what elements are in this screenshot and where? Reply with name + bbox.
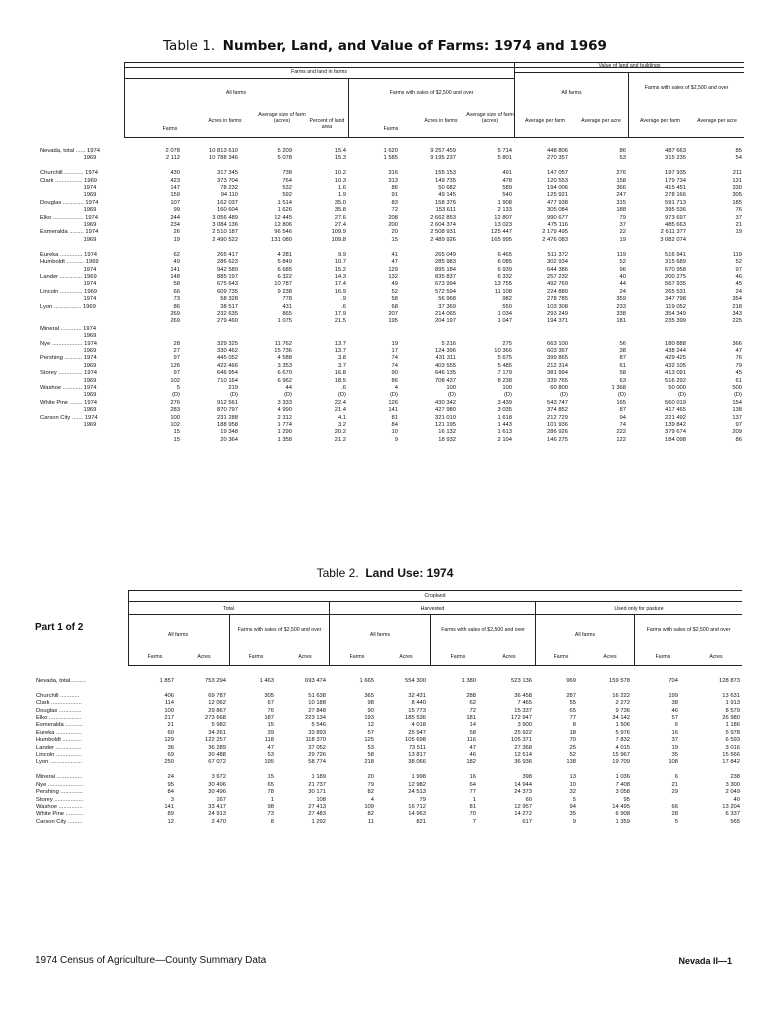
t2-data-11: 704 199 38 46 57 6 16 37 19 35 108 6 21 29 66 28 5	[668, 678, 678, 825]
t2-sub-farms-5: Farms	[553, 654, 569, 660]
t2-data-8: 523 136 36 458 7 465 15 337 172 947 3 900 25 922 105 371 27 368 12 514 36 936 398 14 944 24 373 60 12 957 14 272 617	[511, 678, 532, 825]
t1-v1	[348, 78, 349, 138]
t1-col-farms2: Farms	[383, 126, 399, 132]
t1-rule-a	[124, 78, 514, 79]
t2-v3	[229, 614, 230, 666]
t1-hdr-val-all: All farms	[561, 90, 582, 96]
t2-hdr-sales-1: Farms with sales of $2,500 and over	[237, 627, 322, 633]
t1-data-farms2: 1 620 1 585 316 313 86 91 83 72 208 200 20 15 41 47 129 132 49 52 58 68 207 195 19 17 74 74 90 86 4 (D) 126 141 81 84 10 9	[383, 148, 398, 443]
t2-hdr-harvested: Harvested	[420, 606, 445, 612]
t2-sub-acres-5: Acres	[603, 654, 617, 660]
t2-hdr-cropland: Cropland	[424, 593, 446, 599]
t2-hdr-total: Total	[223, 606, 234, 612]
t1-col-percent: Percent of land area	[309, 118, 345, 130]
t1-v3	[628, 72, 629, 138]
t1-col-acres2: Acres in farms	[424, 118, 458, 124]
t2-sub-acres-6: Acres	[709, 654, 723, 660]
t1-hdr-value: Value of land and buildings	[598, 63, 661, 69]
t1-col-avg-size2: Average size of farm (acres)	[466, 112, 514, 124]
t2-sub-acres-2: Acres	[298, 654, 312, 660]
t1-data-avg-acre2: 85 54 211 131 330 305 185 76 37 21 19 119 52 97 46 45 24 354 218 343 225 366 47 76 79 45 61 500 (D) 154 138 137 97 209 86	[732, 148, 742, 443]
t2-data-6: 554 300 32 431 8 440 15 773 185 536 4 018 25 947 105 698 73 511 13 817 38 066 1 998 12 982 24 513 79 16 712 14 963 821	[405, 678, 426, 825]
t2-rule-bottom	[128, 665, 742, 666]
t1-col-avg-acre: Average per acre	[581, 118, 621, 124]
t1-data-acres2: 9 257 459 9 195 237 155 153 149 735 50 682 49 145 158 376 153 611 2 662 853 2 604 374 2 508 931 2 489 926 265 049 285 983 895 184 835 837 673 994 572 594 56 968 37 369 214 065 204 197 5 216 124 396 431 311 403 555 646 135 708 437 100 (D) 430 342 427 980 321 010 121 195 16 132 18 932	[430, 148, 456, 443]
t1-data-avg-size2: 5 714 5 801 491 478 589 540 1 908 2 133 12 807 13 023 125 447 165 995 6 465 6 085 6 939 6 332 13 755 11 108 982 550 1 034 1 047 275 10 366 5 675 5 485 7 179 8 238 100 (D) 3 439 3 035 1 618 1 443 1 613 2 104	[491, 148, 512, 443]
t2-hdr-all-1: All farms	[167, 632, 189, 638]
t1-row-labels: Nevada, total ...... 1974 1969 Churchill ............ 1974 Clark ................. 1969 1974 1969 Douglas ............. 1974 1969 Elko ................... 1974 1969 Esmeralda ......... 1974 1969 Eureka .............. 1974 Humboldt ........... 1969 1974 Lander .............. 1969 1974 Lincoln .............. 1969 1974 Lyon ................. 1969 Mineral ............. 1974 1969 Nye ................... 1974 1969 Pershing ........... 1974 1969 Storey ............... 1974 1969 Washoe ............ 1974 1969 White Pine ........ 1974 1969 Carson City ....... 1974 1969	[40, 148, 100, 429]
t2-hdr-pasture: Used only for pasture	[614, 606, 664, 612]
t2-data-7: 1 380 288 62 72 181 14 58 116 47 46 182 16 64 77 1 81 70 7	[461, 678, 476, 825]
t2-rule-cropland	[128, 601, 742, 602]
t1-col-avg-size: Average size of farm (acres)	[258, 112, 306, 124]
t1-rule-b	[515, 72, 744, 73]
t1-rule-bottom	[124, 137, 744, 138]
t1-col-avg-acre2: Average per acre	[697, 118, 737, 124]
part-label: Part 1 of 2	[35, 622, 84, 633]
t2-sub-farms-2: Farms	[248, 654, 264, 660]
t1-hdr-val-sales: Farms with sales of $2,500 and over	[644, 85, 729, 91]
table1-title	[0, 38, 770, 54]
t2-data-9: 969 287 55 65 77 8 18 70 25 52 138 13 10 32 5 94 35 9	[566, 678, 576, 825]
t2-data-2: 753 294 69 787 12 062 29 867 273 668 5 982 34 261 122 257 36 289 30 488 67 072 3 672 30 496 30 496 167 33 417 24 913 2 470	[205, 678, 226, 825]
t1-v2	[514, 62, 515, 138]
t1-data-farms: 2 078 2 112 430 423 147 159 107 99 244 234 26 19 62 49 141 148 58 66 73 86 269 269 28 27 97 126 97 102 5 (D) 276 283 100 102 15 15	[165, 148, 180, 443]
t1-col-avg-farm: Average per farm	[525, 118, 565, 124]
t1-data-avg-farm: 448 806 270 357 147 057 120 553 194 006 125 921 477 938 305 084 990 677 475 116 2 179 495 2 476 083 511 372 302 934 644 386 257 232 492 769 224 880 278 785 103 308 293 249 194 371 663 100 603 367 399 865 212 314 381 994 339 765 60 800 (D) 543 747 374 852 212 729 101 936 286 926 146 275	[542, 148, 568, 443]
footer-title: 1974 Census of Agriculture—County Summary Data	[35, 955, 267, 966]
t2-sub-farms-1: Farms	[147, 654, 163, 660]
t2-data-3: 1 463 305 67 76 187 15 39 118 47 53 195 15 65 78 1 98 73 8	[259, 678, 274, 825]
t2-row-labels: Nevada, total.......... Churchill ............ Clark ................... Douglas .............. Elko .................... Esmeralda ........... Eureka ................ Humboldt ............ Lander ................ Lincoln ................ Lyon .................... Mineral ................ Nye ...................... Pershing .............. Storey .................. Washoe ............... White Pine ........... Carson City .........	[36, 678, 87, 825]
t1-data-avg-size: 5 209 5 078 738 764 532 592 1 514 1 626 12 445 12 806 96 546 131 080 4 281 5 849 6 685 6 322 10 787 9 238 778 431 865 1 075 11 762 15 736 4 588 3 353 6 670 6 962 44 (D) 3 333 4 990 2 312 1 774 1 290 1 358	[271, 148, 292, 443]
t2-data-5: 1 665 365 98 90 193 12 57 125 53 58 218 20 79 82 4 109 82 11	[359, 678, 374, 825]
t2-sub-acres-4: Acres	[502, 654, 516, 660]
t2-rule-top	[128, 590, 742, 591]
t1-hdr-sales: Farms with sales of $2,500 and over	[389, 90, 474, 96]
t2-hdr-sales-3: Farms with sales of $2,500 and over	[646, 627, 731, 633]
t1-col-acres: Acres in farms	[208, 118, 242, 124]
t1-data-acres: 10 813 610 10 788 346 317 345 373 704 78 232 94 110 162 037 160 604 3 056 489 3 084 136 2 510 187 2 490 522 265 417 286 623 942 580 885 197 675 643 609 735 58 328 38 517 232 635 279 460 329 325 330 462 445 052 422 466 646 954 710 164 219 (D) 912 561 870 797 231 288 188 958 19 348 20 364	[208, 148, 238, 443]
t1-data-avg-acre: 86 53 276 158 366 247 315 188 79 37 22 19 119 52 96 40 44 24 359 233 338 181 56 38 87 61 58 63 1 368 (D) 165 87 94 74 222 122	[611, 148, 626, 443]
t2-sub-acres-1: Acres	[197, 654, 211, 660]
t2-hdr-sales-2: Farms with sales of $2,500 and over	[441, 627, 525, 633]
t2-hdr-all-2: All farms	[369, 632, 391, 638]
t2-hdr-all-3: All farms	[574, 632, 596, 638]
t2-data-12: 128 873 13 631 1 913 8 579 26 980 1 186 5 978 6 593 3 016 15 566 17 842 238 3 300 2 049 40 13 204 6 337 565	[719, 678, 740, 825]
t2-data-10: 159 578 16 222 2 272 9 736 34 142 1 506 5 976 7 832 4 015 15 967 19 709 1 036 7 408 3 058 95 14 495 6 908 1 359	[609, 678, 630, 825]
t1-col-farms: Farms	[162, 126, 178, 132]
t2-sub-acres-3: Acres	[399, 654, 413, 660]
footer-page-number: Nevada II—1	[678, 956, 732, 966]
t2-v0	[128, 590, 129, 666]
t2-v4	[430, 614, 431, 666]
t2-data-4: 693 474 51 638 10 188 27 848 223 134 5 546 33 893 118 370 37 052 29 726 58 774 1 189 21 737 30 171 108 27 413 27 483 1 292	[305, 678, 326, 825]
table2-number: Table 2.	[316, 566, 359, 580]
t2-rule-groups	[128, 614, 742, 615]
t2-v5	[634, 614, 635, 666]
t1-hdr-farms-land: Farms and land in farms	[291, 69, 347, 75]
table2-heading: Land Use: 1974	[365, 566, 454, 580]
t1-data-avg-farm2: 487 663 315 235 197 935 179 734 415 451 278 166 591 713 395 536 973 697 485 663 2 611 377 3 082 074 516 941 315 689 670 958 200 275 567 935 265 531 347 798 119 052 354 349 235 399 180 888 438 244 429 425 432 105 413 091 516 292 50 000 (D) 560 019 417 465 221 492 139 842 379 674 184 098	[660, 148, 686, 443]
t2-sub-farms-3: Farms	[349, 654, 365, 660]
table2-title	[0, 566, 770, 580]
t2-sub-farms-6: Farms	[655, 654, 671, 660]
t1-hdr-all-farms: All farms	[225, 90, 247, 96]
table1-heading: Number, Land, and Value of Farms: 1974 and 1969	[222, 38, 607, 54]
t2-data-1: 1 857 406 114 100 217 21 60 129 36 69 250 24 95 84 3 141 89 12	[159, 678, 174, 825]
t1-col-avg-farm2: Average per farm	[640, 118, 680, 124]
t1-data-percent: 15.4 15.3 10.2 10.3 1.6 1.9 35.0 35.8 27.6 27.4 109.9 109.8 9.9 10.7 15.2 14.3 17.4 16.9 .9 .6 17.9 21.5 13.7 13.7 3.8 3.7 16.8 18.5 .6 (D) 22.4 21.4 4.1 3.2 20.2 21.2	[331, 148, 346, 443]
table1-number: Table 1.	[163, 38, 216, 54]
t2-sub-farms-4: Farms	[450, 654, 466, 660]
